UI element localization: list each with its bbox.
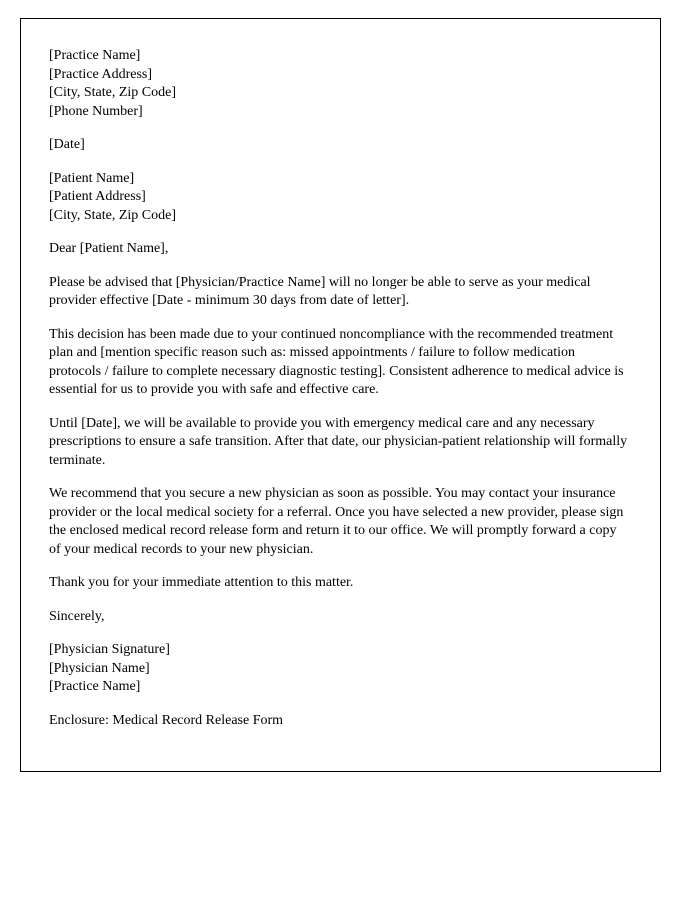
recipient-patient-name: [Patient Name]	[49, 170, 135, 186]
date-line: [Date]	[49, 137, 85, 152]
sender-phone-number: [Phone Number]	[49, 103, 143, 119]
physician-name-line: [Physician Name]	[49, 660, 150, 676]
body-paragraph-3: Until [Date], we will be available to provide you with emergency medical care and any necessary prescriptions to ensure a safe transition. After that date, our physician-patient relationship will formally terminate.	[49, 415, 628, 468]
enclosure-line: Enclosure: Medical Record Release Form	[49, 712, 284, 728]
body-paragraph-5: Thank you for your immediate attention to this matter.	[49, 575, 354, 590]
recipient-address-block	[49, 170, 630, 226]
closing: Sincerely,	[49, 608, 105, 624]
sender-address-block	[49, 47, 630, 121]
letter-content	[21, 19, 660, 730]
sender-practice-address: [Practice Address]	[49, 66, 153, 82]
physician-signature-line: [Physician Signature]	[49, 642, 170, 657]
letter-page	[20, 18, 661, 772]
sender-practice-name: [Practice Name]	[49, 48, 141, 63]
recipient-city-state-zip: [City, State, Zip Code]	[49, 207, 177, 223]
salutation: Dear [Patient Name],	[49, 241, 169, 256]
body-paragraph-4: We recommend that you secure a new physician as soon as possible. You may contact your insurance provider or the local medical society for a referral. Once you have selected a new provider, please sign the enclosed medical record release form and return it to our office. We will promptly forward a copy of your medical records to your new physician.	[49, 486, 624, 557]
recipient-patient-address: [Patient Address]	[49, 189, 146, 204]
body-paragraph-2: This decision has been made due to your continued noncompliance with the recommended treatment plan and [mention specific reason such as: missed appointments / failure to follow medication protocols / failure to complete necessary diagnostic testing]. Consistent adherence to medical advice is essential for us to provide you with safe and effective care.	[49, 326, 624, 397]
practice-name-line: [Practice Name]	[49, 679, 141, 694]
sender-city-state-zip: [City, State, Zip Code]	[49, 85, 177, 100]
signature-block	[49, 641, 630, 697]
body-paragraph-1: Please be advised that [Physician/Practice Name] will no longer be able to serve as your medical provider effective [Date - minimum 30 days from date of letter].	[49, 274, 591, 308]
